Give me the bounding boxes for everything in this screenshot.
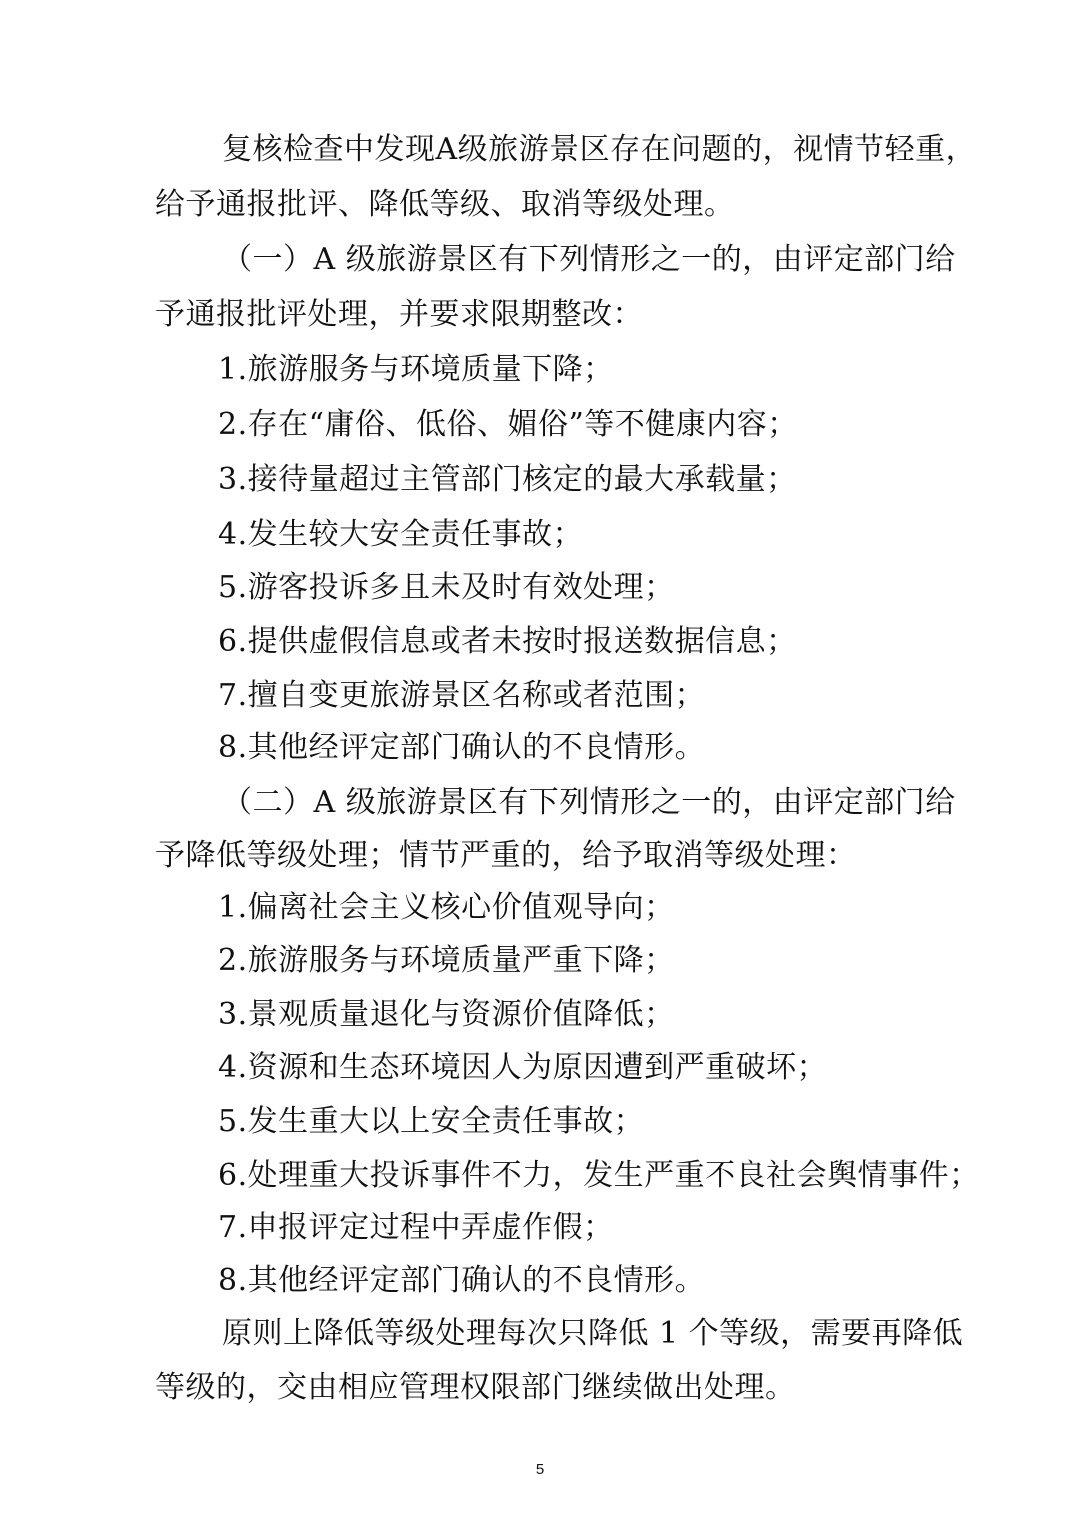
section-two-item-5: 5.发生重大以上安全责任事故； bbox=[218, 1104, 645, 1139]
section-one-item-7: 7.擅自变更旅游景区名称或者范围； bbox=[218, 678, 706, 713]
section-one-item-2: 2.存在“庸俗、低俗、媚俗”等不健康内容； bbox=[218, 407, 798, 442]
section-one-item-8: 8.其他经评定部门确认的不良情形。 bbox=[218, 730, 706, 765]
section-two-item-4: 4.资源和生态环境因人为原因遭到严重破坏； bbox=[218, 1050, 828, 1085]
section-two-item-8: 8.其他经评定部门确认的不良情形。 bbox=[218, 1263, 706, 1298]
page-number: 5 bbox=[535, 1461, 545, 1478]
section-two-item-2: 2.旅游服务与环境质量严重下降； bbox=[218, 943, 675, 978]
section-two-heading-line-2: 予降低等级处理；情节严重的，给予取消等级处理： bbox=[155, 838, 857, 873]
closing-paragraph-line-1: 原则上降低等级处理每次只降低 1 个等级，需要再降低 bbox=[222, 1316, 964, 1351]
section-one-item-1: 1.旅游服务与环境质量下降； bbox=[218, 352, 614, 387]
section-one-item-6: 6.提供虚假信息或者未按时报送数据信息； bbox=[218, 624, 797, 659]
section-one-item-5: 5.游客投诉多且未及时有效处理； bbox=[218, 570, 675, 605]
section-two-item-6: 6.处理重大投诉事件不力，发生严重不良社会舆情事件； bbox=[218, 1158, 980, 1193]
paragraph-review-line-1: 复核检查中发现A级旅游景区存在问题的，视情节轻重， bbox=[222, 132, 977, 167]
section-two-item-7: 7.申报评定过程中弄虚作假； bbox=[218, 1210, 614, 1245]
section-two-heading-line-1: （二）A 级旅游景区有下列情形之一的，由评定部门给 bbox=[222, 785, 956, 820]
section-one-item-3: 3.接待量超过主管部门核定的最大承载量； bbox=[218, 462, 797, 497]
paragraph-review-line-2: 给予通报批评、降低等级、取消等级处理。 bbox=[155, 187, 735, 222]
section-two-item-1: 1.偏离社会主义核心价值观导向； bbox=[218, 890, 675, 925]
closing-paragraph-line-2: 等级的，交由相应管理权限部门继续做出处理。 bbox=[155, 1370, 796, 1405]
section-one-heading-line-2: 予通报批评处理，并要求限期整改： bbox=[155, 297, 643, 332]
section-two-item-3: 3.景观质量退化与资源价值降低； bbox=[218, 997, 675, 1032]
section-one-item-4: 4.发生较大安全责任事故； bbox=[218, 517, 584, 552]
section-one-heading-line-1: （一）A 级旅游景区有下列情形之一的，由评定部门给 bbox=[222, 242, 956, 277]
